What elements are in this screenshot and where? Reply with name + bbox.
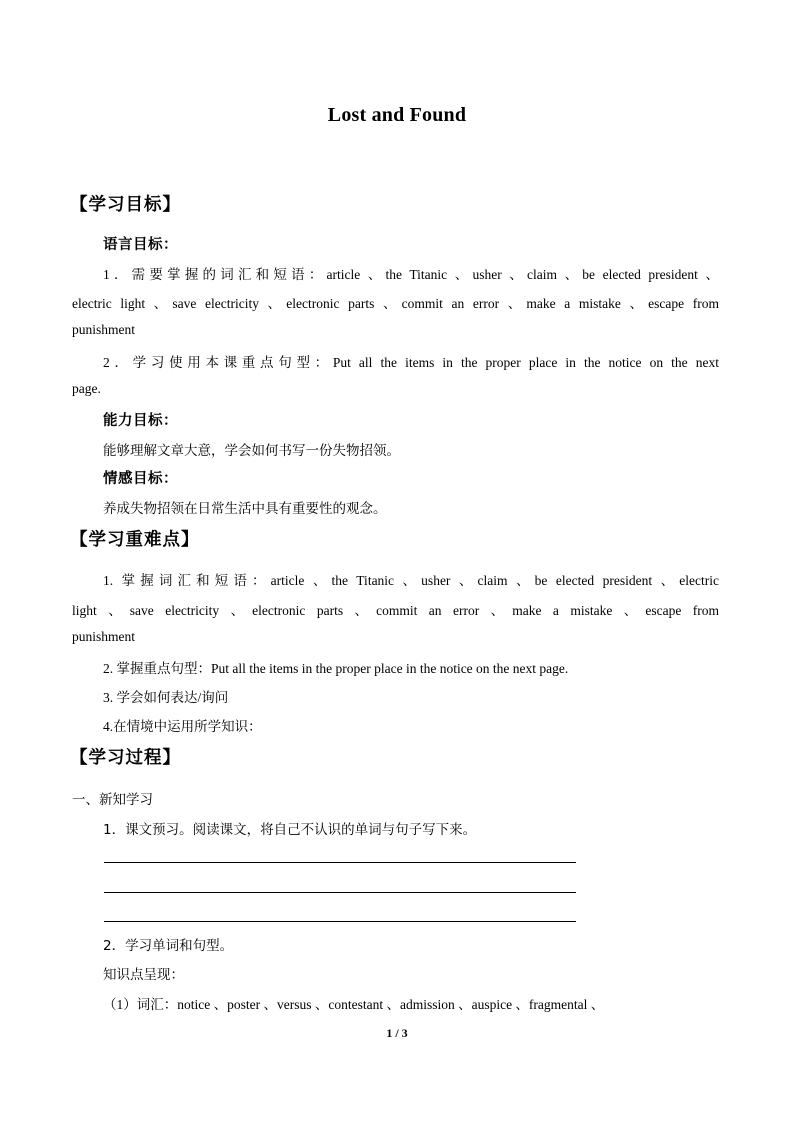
key-point-1-line-2: light 、save electricity 、electronic parts 、commit an error 、make a mistake 、escape from [72, 603, 719, 618]
process-part-1: 一、新知学习 [72, 792, 153, 808]
language-goal-2-line-2: page. [72, 381, 101, 396]
ability-goal-text: 能够理解文章大意，学会如何书写一份失物招领。 [103, 443, 400, 459]
page-number: 1 / 3 [386, 1026, 408, 1040]
answer-blank-line-3[interactable] [104, 921, 576, 922]
language-goal-1-line-1: 1．需要掌握的词汇和短语：article 、the Titanic 、usher 、claim 、be elected president 、 [103, 267, 719, 282]
subheading-emotion-goals: 情感目标： [103, 471, 178, 487]
vocab-line: （1）词汇：notice 、poster 、versus 、contestant 、admission 、auspice 、fragmental 、 [103, 997, 605, 1012]
language-goal-2-line-1: 2．学习使用本课重点句型：Put all the items in the proper place in the notice on the next [103, 355, 719, 370]
key-point-1-line-3: punishment [72, 629, 135, 644]
section-heading-process: 【学习过程】 [70, 748, 181, 768]
process-step-1: 1．课文预习。阅读课文，将自己不认识的单词与句子写下来。 [103, 822, 477, 838]
section-heading-key-points: 【学习重难点】 [70, 530, 200, 550]
key-point-2: 2. 掌握重点句型：Put all the items in the proper place in the notice on the next page. [103, 661, 569, 676]
section-heading-goals: 【学习目标】 [70, 195, 181, 215]
knowledge-label: 知识点呈现： [103, 967, 184, 983]
emotion-goal-text: 养成失物招领在日常生活中具有重要性的观念。 [103, 501, 387, 517]
subheading-ability-goals: 能力目标： [103, 413, 178, 429]
page-title: Lost and Found [327, 104, 467, 126]
key-point-3: 3. 学会如何表达/询问 [103, 690, 229, 705]
language-goal-1-line-3: punishment [72, 322, 135, 337]
process-step-2: 2．学习单词和句型。 [103, 938, 234, 954]
answer-blank-line-1[interactable] [104, 862, 576, 863]
subheading-language-goals: 语言目标： [103, 237, 178, 253]
language-goal-1-line-2: electric light 、save electricity 、electronic parts 、commit an error 、make a mistake 、escape from [72, 296, 719, 311]
key-point-4: 4.在情境中运用所学知识： [103, 719, 262, 734]
key-point-1-line-1: 1. 掌握词汇和短语：article 、the Titanic 、usher 、claim 、be elected president 、electric [103, 573, 719, 588]
answer-blank-line-2[interactable] [104, 892, 576, 893]
